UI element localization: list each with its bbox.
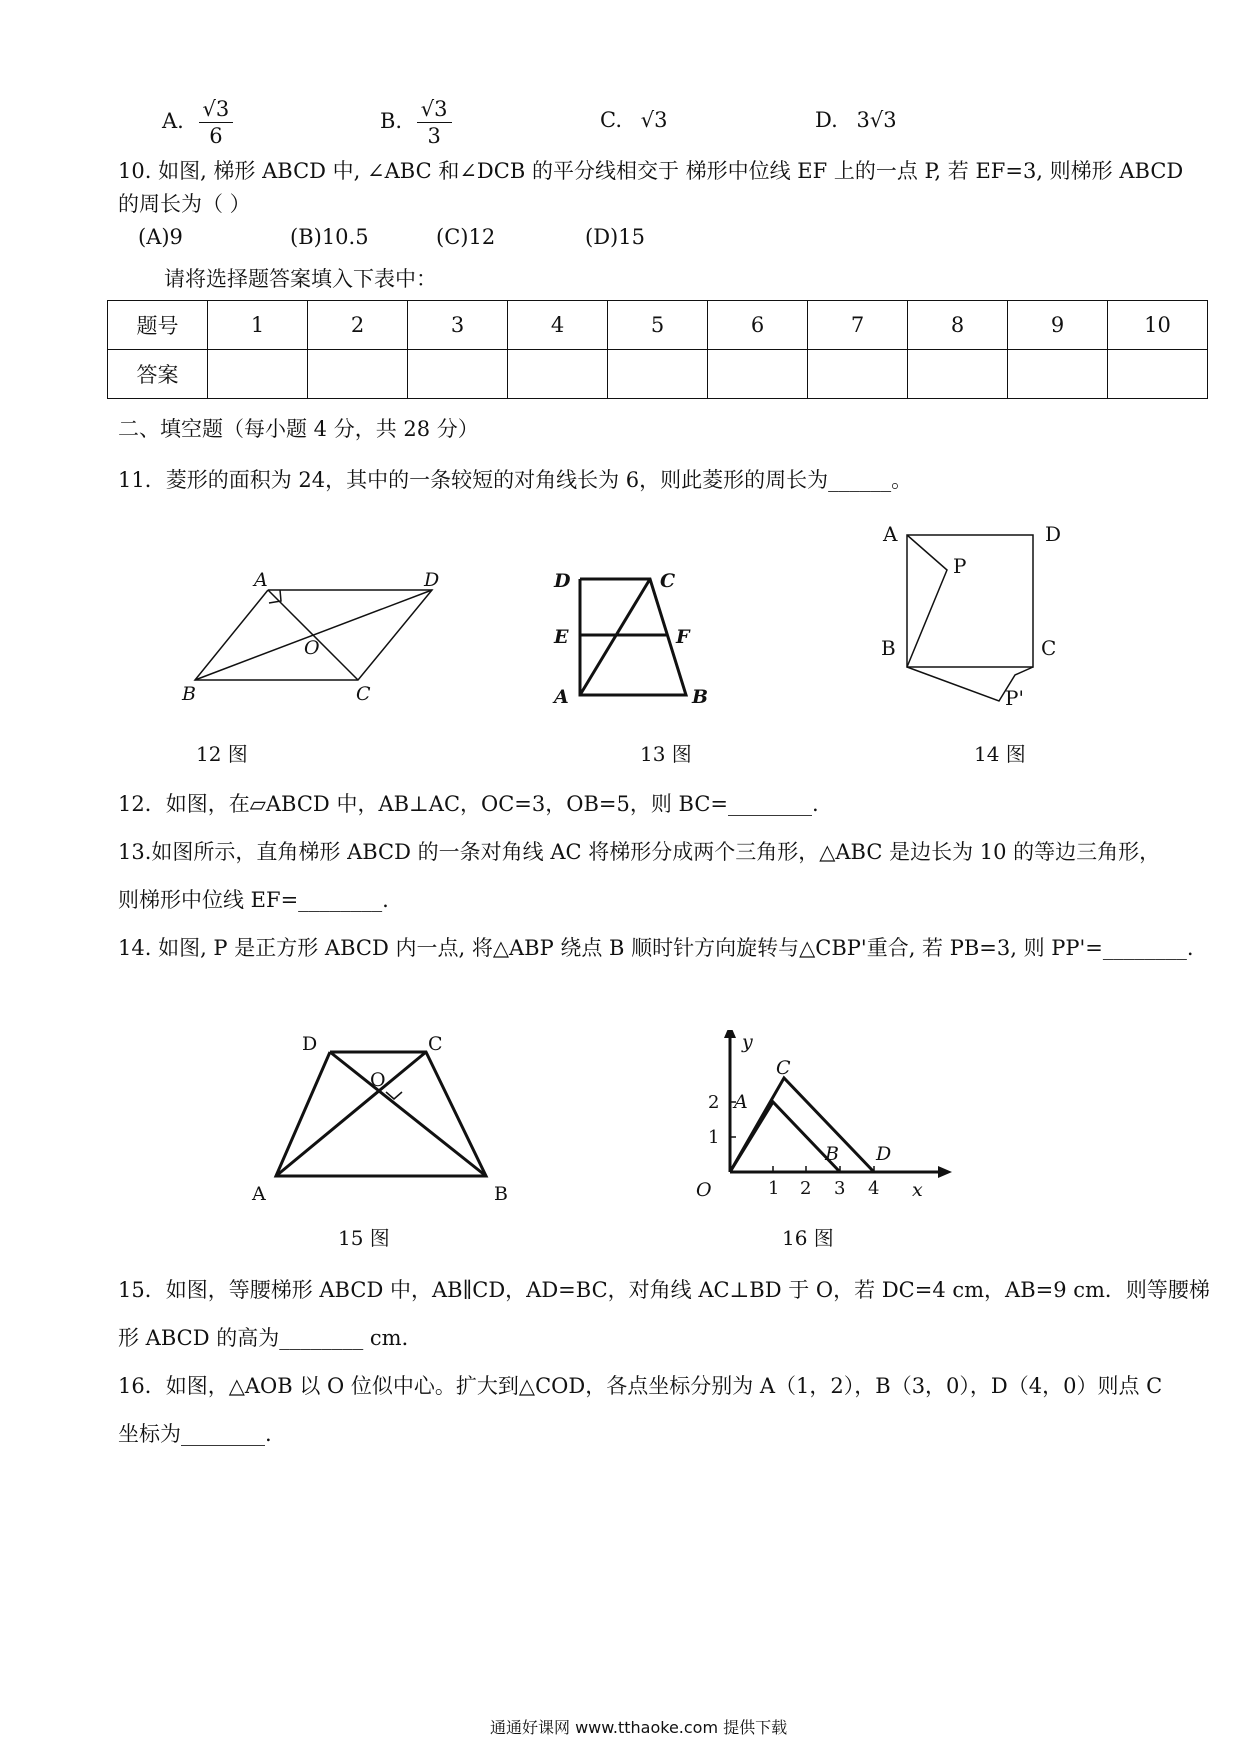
point-label-a: A (734, 1091, 748, 1113)
point-label-d: D (302, 1033, 318, 1055)
point-label-d: D (424, 570, 440, 591)
answer-cell[interactable] (208, 350, 308, 399)
denominator: 3 (427, 124, 441, 148)
number-row (108, 301, 1208, 350)
point-label-c: C (776, 1057, 791, 1079)
denominator: 6 (209, 124, 223, 148)
x-axis-arrow (938, 1166, 952, 1178)
answer-cell[interactable] (708, 350, 808, 399)
q9-option-a (162, 96, 233, 149)
fraction (417, 96, 452, 149)
numerator: √3 (417, 96, 452, 123)
q13-line2: 则梯形中位线 EF=________. (118, 888, 389, 912)
section2-title: 二、填空题（每小题 4 分，共 28 分） (118, 417, 479, 441)
option-value: √3 (640, 108, 668, 132)
caption-fig16: 16 图 (782, 1226, 834, 1250)
point-label-o: O (370, 1069, 386, 1091)
q10-line2: 的周长为（ ） (118, 192, 251, 216)
q10-option-d: (D)15 (585, 225, 645, 249)
row-header: 题号 (108, 301, 208, 350)
figure-13-trapezoid (548, 565, 738, 710)
q13-line1: 13.如图所示，直角梯形 ABCD 的一条对角线 AC 将梯形分成两个三角形，△ABC 是边长为 10 的等边三角形， (118, 840, 1161, 864)
point-label-d: D (554, 570, 571, 592)
table-cell: 8 (908, 301, 1008, 350)
point-label-b: B (182, 683, 196, 705)
point-label-c: C (356, 683, 371, 705)
caption-fig12: 12 图 (196, 742, 248, 766)
q9-option-d (815, 108, 897, 132)
diagonal-bd (330, 1052, 486, 1176)
q15-line2: 形 ABCD 的高为________ cm． (118, 1326, 423, 1350)
caption-fig14: 14 图 (974, 742, 1026, 766)
row-header: 答案 (108, 350, 208, 399)
trapezoid-outline (580, 579, 686, 695)
q10-option-a: (A)9 (138, 225, 183, 249)
caption-fig13: 13 图 (640, 742, 692, 766)
answer-cell[interactable] (508, 350, 608, 399)
q16-line1: 16．如图，△AOB 以 O 位似中心。扩大到△COD，各点坐标分别为 A（1，2），B（3，0），D（4，0）则点 C (118, 1374, 1163, 1398)
answer-row (108, 350, 1208, 399)
point-label-o: O (304, 637, 320, 659)
answer-cell[interactable] (308, 350, 408, 399)
point-label-e: E (554, 626, 569, 648)
answer-cell[interactable] (408, 350, 508, 399)
square-outline (907, 535, 1033, 667)
option-label: C. (600, 108, 622, 132)
q10-line1: 10. 如图, 梯形 ABCD 中, ∠ABC 和∠DCB 的平分线相交于 梯形中位线 EF 上的一点 P, 若 EF=3, 则梯形 ABCD (118, 159, 1184, 183)
point-label-a: A (554, 686, 569, 708)
answer-cell[interactable] (608, 350, 708, 399)
q12-text: 12．如图，在▱ABCD 中，AB⊥AC，OC=3，OB=5，则 BC=________. (118, 792, 819, 816)
answer-table (107, 300, 1208, 399)
table-cell: 10 (1108, 301, 1208, 350)
answer-cell[interactable] (1008, 350, 1108, 399)
point-label-c: C (1041, 636, 1057, 660)
axis-label-x: x (912, 1179, 923, 1201)
option-label: D. (815, 108, 838, 132)
x-tick-label-4: 4 (868, 1178, 880, 1199)
q10-option-c: (C)12 (436, 225, 496, 249)
point-label-d: D (1045, 522, 1062, 546)
table-cell: 5 (608, 301, 708, 350)
point-label-p-prime: P' (1005, 686, 1024, 710)
origin-label-o: O (696, 1179, 712, 1201)
q9-option-c (600, 108, 667, 132)
q9-option-b (380, 96, 452, 149)
table-cell: 7 (808, 301, 908, 350)
q16-line2: 坐标为________. (118, 1422, 272, 1446)
option-label: A. (162, 109, 184, 133)
table-cell: 4 (508, 301, 608, 350)
figure-14-square (865, 515, 1080, 710)
point-label-b: B (692, 686, 709, 708)
x-tick-label-1: 1 (768, 1178, 780, 1199)
numerator: √3 (199, 96, 234, 123)
y-axis-arrow (724, 1030, 736, 1038)
diagonal-ac (580, 579, 650, 695)
triangle-cod (730, 1078, 874, 1172)
table-intro: 请将选择题答案填入下表中： (164, 267, 437, 291)
point-label-a: A (254, 570, 268, 591)
point-label-a: A (252, 1183, 266, 1205)
point-label-b: B (825, 1143, 839, 1165)
y-tick-label-1: 1 (708, 1127, 720, 1148)
x-tick-label-2: 2 (800, 1178, 812, 1199)
point-label-a: A (883, 522, 898, 546)
q11-text: 11．菱形的面积为 24，其中的一条较短的对角线长为 6，则此菱形的周长为______。 (118, 468, 913, 492)
triangle-abp (907, 535, 947, 667)
answer-cell[interactable] (808, 350, 908, 399)
q14-text: 14. 如图, P 是正方形 ABCD 内一点, 将△ABP 绕点 B 顺时针方向旋转与△CBP'重合, 若 PB=3, 则 PP'=________. (118, 936, 1194, 960)
figure-16-coordinate-plane (690, 1030, 960, 1210)
table-cell: 3 (408, 301, 508, 350)
table-cell: 2 (308, 301, 408, 350)
table-cell: 6 (708, 301, 808, 350)
table-cell: 1 (208, 301, 308, 350)
answer-cell[interactable] (908, 350, 1008, 399)
point-label-p: P (953, 554, 967, 578)
fraction (199, 96, 234, 149)
answer-cell[interactable] (1108, 350, 1208, 399)
point-label-f: F (676, 626, 690, 648)
q15-line1: 15．如图，等腰梯形 ABCD 中，AB∥CD，AD=BC，对角线 AC⊥BD 于 O，若 DC=4 cm，AB=9 cm．则等腰梯 (118, 1278, 1210, 1302)
point-label-c: C (660, 570, 676, 592)
point-label-c: C (428, 1033, 443, 1055)
axis-label-y: y (742, 1031, 753, 1053)
point-label-b: B (881, 636, 896, 660)
y-tick-label-2: 2 (708, 1092, 720, 1113)
caption-fig15: 15 图 (338, 1226, 390, 1250)
x-tick-label-3: 3 (834, 1178, 846, 1199)
figure-15-isosceles-trapezoid (248, 1030, 528, 1210)
option-label: B. (380, 109, 403, 133)
point-label-d: D (876, 1143, 892, 1165)
page-footer: 通通好课网 www.tthaoke.com 提供下载 (490, 1718, 788, 1737)
q10-option-b: (B)10.5 (290, 225, 369, 249)
table-cell: 9 (1008, 301, 1108, 350)
figure-12-parallelogram (170, 570, 460, 710)
option-value: 3√3 (856, 108, 897, 132)
point-label-b: B (494, 1183, 508, 1205)
